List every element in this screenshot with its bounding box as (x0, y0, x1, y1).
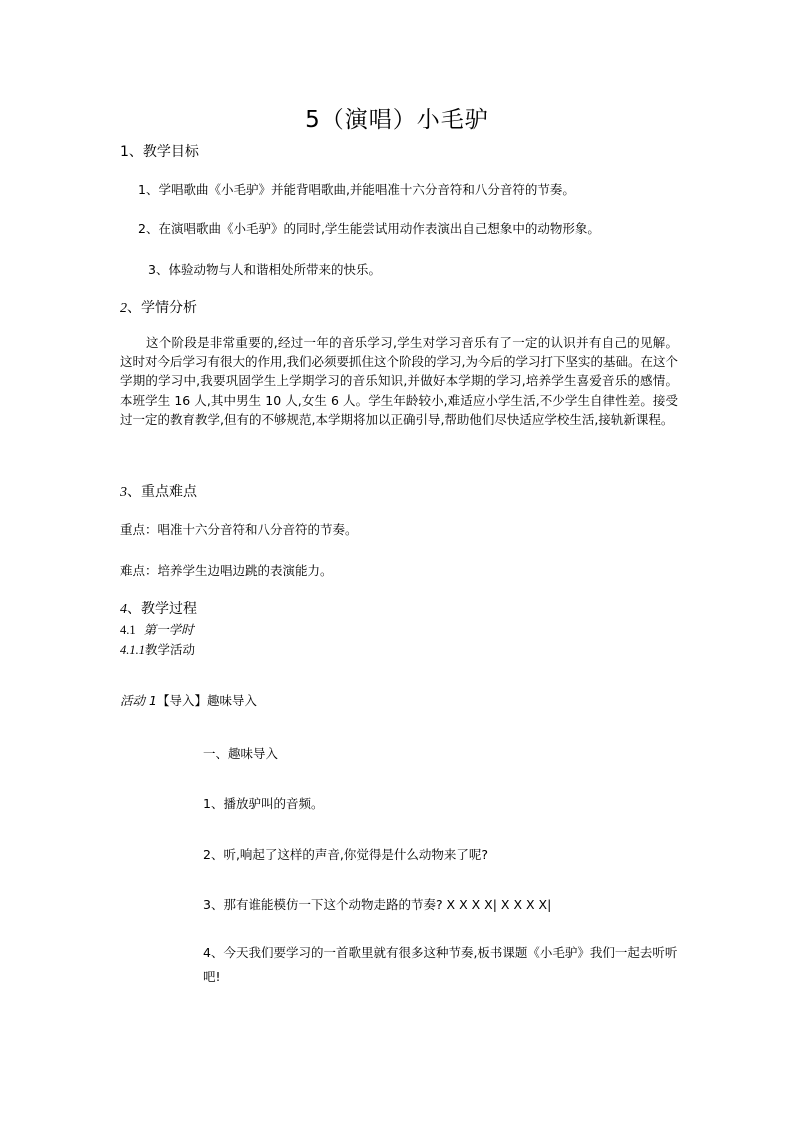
subsection-text: 第一学时 (143, 622, 194, 637)
analysis-paragraph: 这个阶段是非常重要的,经过一年的音乐学习,学生对学习音乐有了一定的认识并有自己的见解。这时对今后学习有很大的作用,我们必须要抓住这个阶段的学习,为今后的学习打下坚实的基础。在这个学期的学习中,我要巩固学生上学期学习的音乐知识,并做好本学期的学习,培养学生喜爱音乐的感情。本班学生 16 人,其中男生 10 人,女生 6 人。学生年龄较小,难适应小学生活,不少学生自律性差。接受过一定的教育教学,但有的不够规范,本学期将加以正确引导,帮助他们尽快适应学校生活,接轨新课程。 (120, 335, 678, 427)
section-number: 2 (120, 301, 127, 316)
section-heading-objectives: 1、教学目标 (120, 144, 199, 160)
activity-label: 活动 1 (120, 693, 157, 708)
key-point-text: 重点：唱准十六分音符和八分音符的节奏。 (120, 522, 358, 537)
subsubsection-text: 教学活动 (145, 642, 196, 657)
activity-heading (120, 691, 257, 709)
section-heading-text: 、教学过程 (127, 601, 197, 617)
subsection-heading-lesson (120, 620, 194, 638)
objective-item-2: 2、在演唱歌曲《小毛驴》的同时,学生能尝试用动作表演出自己想象中的动物形象。 (138, 221, 600, 236)
step-item-2: 2、听,响起了这样的声音,你觉得是什么动物来了呢? (203, 847, 489, 862)
subsection-number: 4.1 (120, 623, 136, 637)
step-item-1: 1、播放驴叫的音频。 (203, 796, 324, 811)
subsubsection-heading-activities (120, 640, 195, 658)
activity-text: 【导入】趣味导入 (156, 693, 257, 708)
page-title: 5（演唱）小毛驴 (305, 107, 489, 133)
difficult-point-text: 难点：培养学生边唱边跳的表演能力。 (120, 563, 333, 578)
step-item-4: 4、今天我们要学习的一首歌里就有很多这种节奏,板书课题《小毛驴》我们一起去听听吧! (203, 945, 678, 984)
section-number: 3 (120, 485, 127, 500)
section-heading-analysis (120, 297, 197, 317)
objective-item-3: 3、体验动物与人和谐相处所带来的快乐。 (148, 262, 381, 277)
section-heading-text: 、重点难点 (127, 484, 197, 500)
subsubsection-number: 4.1.1 (120, 643, 145, 657)
step-item-3: 3、那有谁能模仿一下这个动物走路的节奏? X X X X| X X X X| (203, 897, 552, 912)
section-number: 4 (120, 602, 127, 617)
section-heading-text: 、学情分析 (127, 300, 197, 316)
step-heading: 一、趣味导入 (203, 746, 279, 761)
objective-item-1: 1、学唱歌曲《小毛驴》并能背唱歌曲,并能唱准十六分音符和八分音符的节奏。 (138, 182, 575, 197)
section-heading-key-points (120, 481, 197, 501)
section-heading-process (120, 598, 197, 618)
